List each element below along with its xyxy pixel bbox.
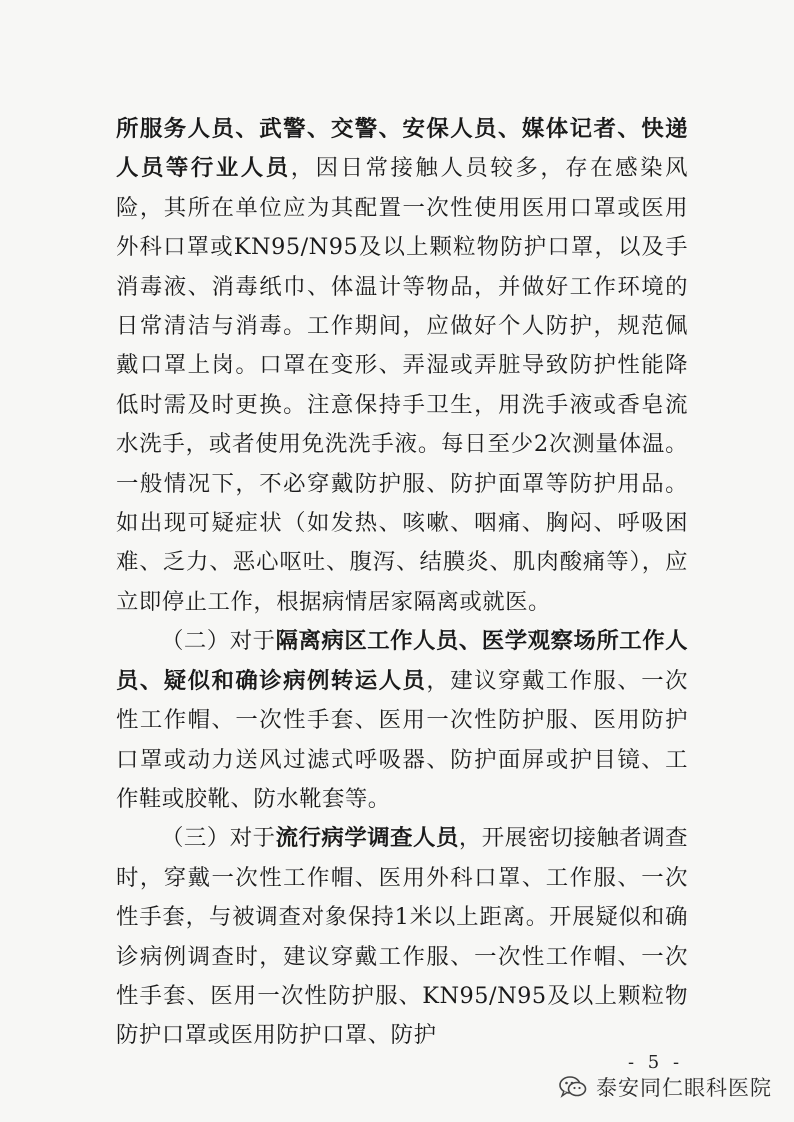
paragraph-2-prefix: （二）对于 <box>161 628 276 655</box>
document-body <box>116 110 688 1056</box>
bold-lead-3: 流行病学调查人员 <box>275 825 459 852</box>
paragraph-1 <box>116 110 688 622</box>
paragraph-3-text: ，开展密切接触者调查时，穿戴一次性工作帽、医用外科口罩、工作服、一次性手套，与被调查对象保持1米以上距离。开展疑似和确诊病例调查时，建议穿戴工作服、一次性工作帽、一次性手套、医用一次性防护服、KN95/N95及以上颗粒物防护口罩或医用防护口罩、防护 <box>116 825 689 1049</box>
page-number: - 5 - <box>628 1052 684 1073</box>
bold-lead-2: 隔离病区工作人员、医学观察场所工作人员、疑似和确诊病例转运人员 <box>116 628 689 694</box>
paragraph-2 <box>116 622 688 819</box>
paragraph-3-prefix: （三）对于 <box>161 825 276 852</box>
paragraph-3 <box>116 819 688 1055</box>
wechat-icon <box>558 1074 588 1100</box>
paragraph-1-text: ，因日常接触人员较多，存在感染风险，其所在单位应为其配置一次性使用医用口罩或医用外科口罩或KN95/N95及以上颗粒物防护口罩，以及手消毒液、消毒纸巾、体温计等物品，并做好工作环境的日常清洁与消毒。工作期间，应做好个人防护，规范佩戴口罩上岗。口罩在变形、弄湿或弄脏导致防护性能降低时需及时更换。注意保持手卫生，用洗手液或香皂流水洗手，或者使用免洗洗手液。每日至少2次测量体温。一般情况下，不必穿戴防护服、防护面罩等防护用品。如出现可疑症状（如发热、咳嗽、咽痛、胸闷、呼吸困难、乏力、恶心呕吐、腹泻、结膜炎、肌肉酸痛等），应立即停止工作，根据病情居家隔离或就医。 <box>116 155 689 615</box>
watermark-text: 泰安同仁眼科医院 <box>596 1076 772 1100</box>
source-watermark <box>558 1070 772 1104</box>
paragraph-2-text: ，建议穿戴工作服、一次性工作帽、一次性手套、医用一次性防护服、医用防护口罩或动力送风过滤式呼吸器、防护面屏或护目镜、工作鞋或胶靴、防水靴套等。 <box>116 667 689 812</box>
bold-lead-1: 所服务人员、武警、交警、安保人员、媒体记者、快递人员等行业人员 <box>116 116 688 182</box>
